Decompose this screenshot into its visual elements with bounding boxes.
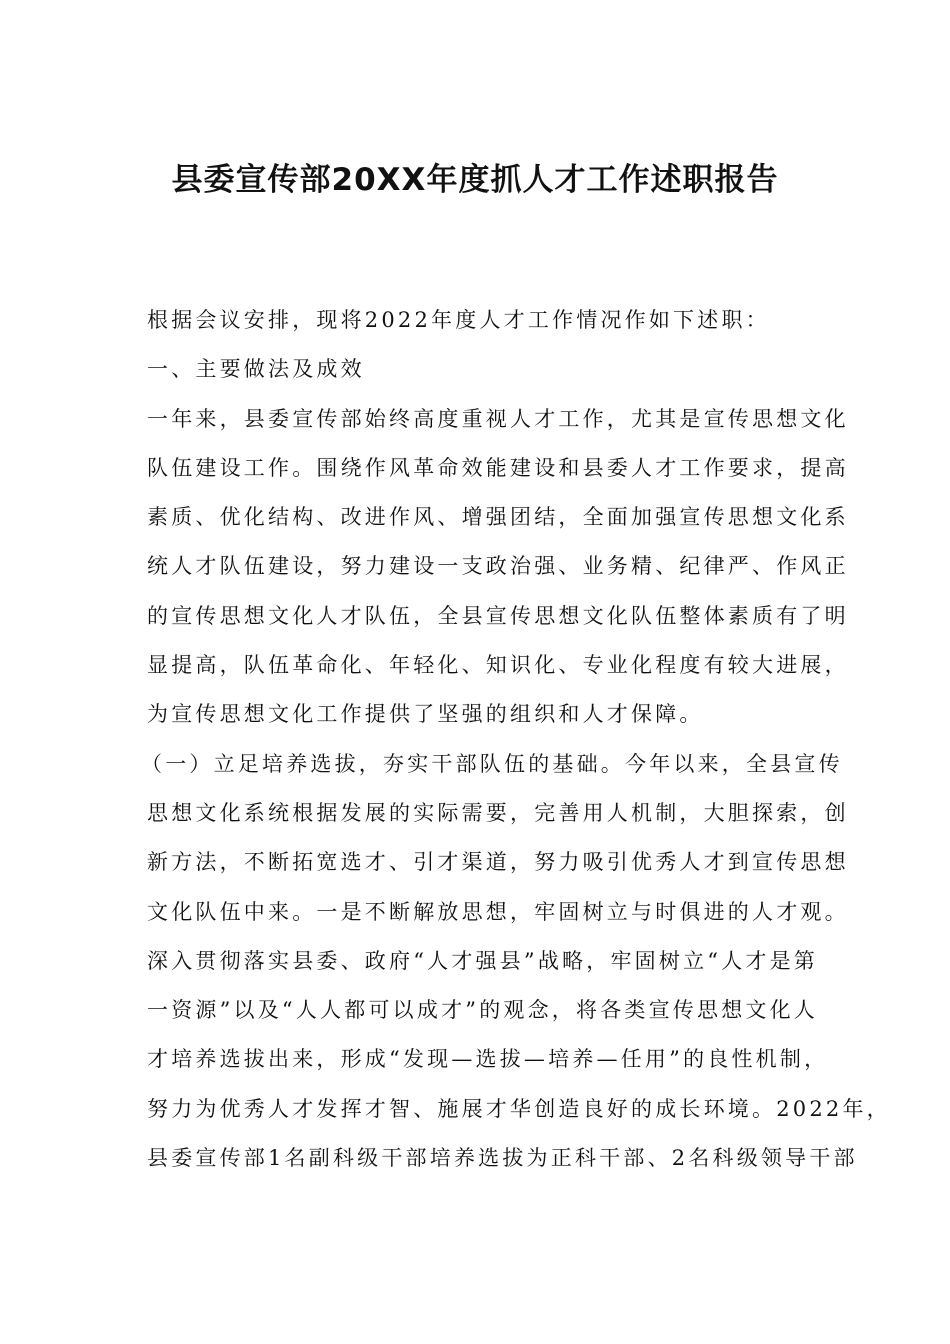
paragraph-line: 县委宣传部1名副科级干部培养选拔为正科干部、2名科级领导干部: [147, 1146, 858, 1171]
paragraph-line: 深入贯彻落实县委、政府“人才强县”战略，牢固树立“人才是第: [147, 948, 819, 973]
paragraph-line: 才培养选拔出来，形成“发现—选拔—培养—任用”的良性机制，: [147, 1047, 829, 1072]
section-heading: 一、主要做法及成效: [147, 357, 365, 382]
paragraph-line: 的宣传思想文化人才队伍，全县宣传思想文化队伍整体素质有了明: [147, 603, 849, 628]
paragraph-line: 统人才队伍建设，努力建设一支政治强、业务精、纪律严、作风正: [147, 554, 849, 579]
paragraph-line: 新方法，不断拓宽选才、引才渠道，努力吸引优秀人才到宣传思想: [147, 850, 849, 875]
paragraph-line: 为宣传思想文化工作提供了坚强的组织和人才保障。: [147, 702, 704, 727]
paragraph-line: 一资源”以及“人人都可以成才”的观念，将各类宣传思想文化人: [147, 998, 819, 1023]
paragraph-line: 队伍建设工作。围绕作风革命效能建设和县委人才工作要求，提高: [147, 455, 849, 480]
paragraph-line: 思想文化系统根据发展的实际需要，完善用人机制，大胆探索，创: [147, 800, 849, 825]
paragraph-line: 文化队伍中来。一是不断解放思想，牢固树立与时俱进的人才观。: [147, 899, 849, 924]
paragraph-line: 素质、优化结构、改进作风、增强团结，全面加强宣传思想文化系: [147, 505, 849, 530]
paragraph-line: 努力为优秀人才发挥才智、施展才华创造良好的成长环境。2022年，: [147, 1096, 891, 1121]
intro-line: 根据会议安排，现将2022年度人才工作情况作如下述职：: [147, 308, 770, 332]
document-body: [141, 296, 891, 1183]
paragraph-line: 显提高，队伍革命化、年轻化、知识化、专业化程度有较大进展，: [147, 653, 849, 678]
document-title: 县委宣传部20XX年度抓人才工作述职报告: [171, 162, 779, 198]
paragraph-line: 一年来，县委宣传部始终高度重视人才工作，尤其是宣传思想文化: [147, 406, 849, 431]
subsection-line: （一）立足培养选拔，夯实干部队伍的基础。今年以来，全县宣传: [141, 751, 843, 776]
